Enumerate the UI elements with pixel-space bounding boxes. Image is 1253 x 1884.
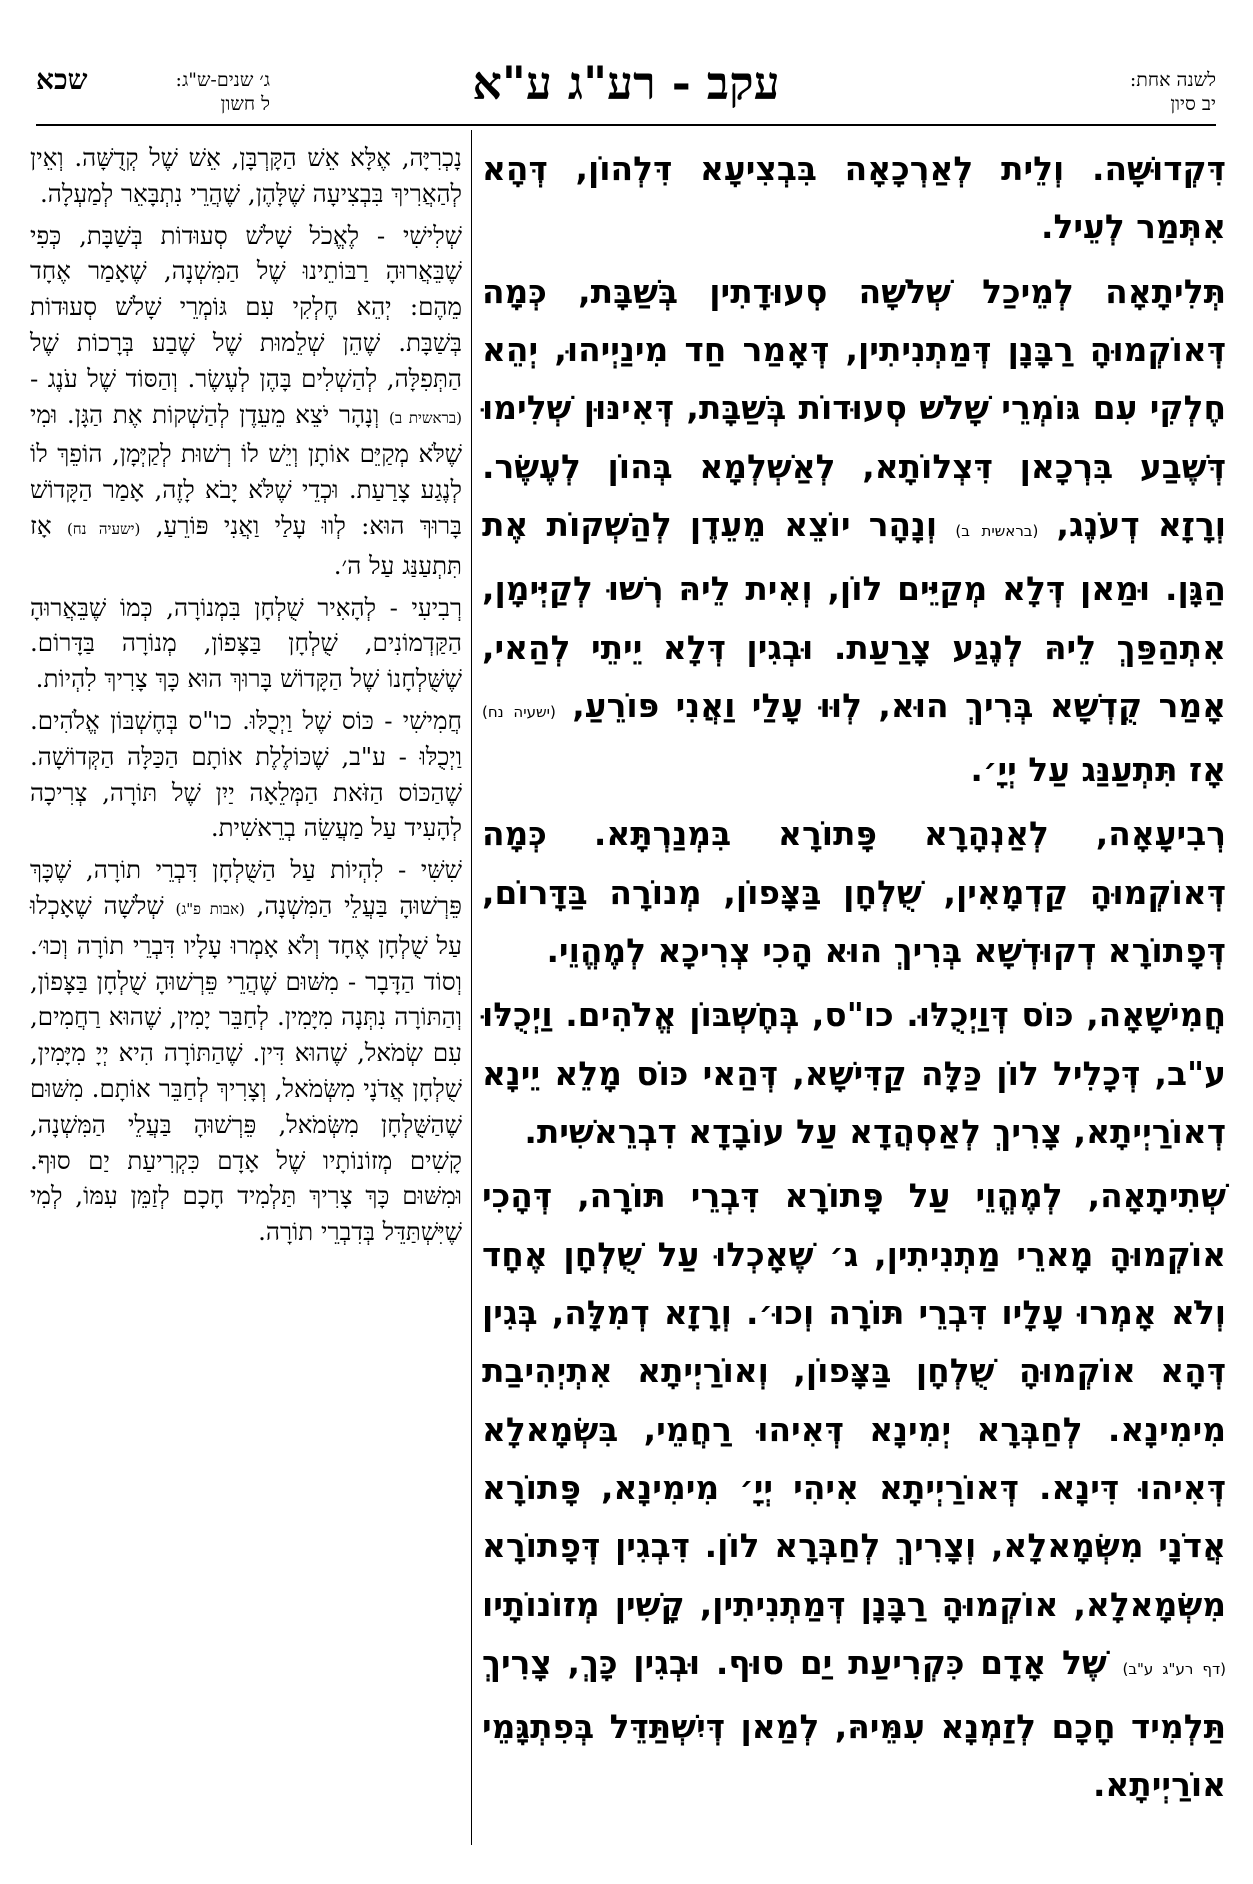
source-reference: (ישעיה נח) [482,702,556,721]
three-year-cycle-date: ל חשון [220,93,270,115]
paragraph-text: שְׁתִיתָאָה, לְמֶהֱוֵי עַל פָּתוֹרָא דִּבְרֵי תּוֹרָה, דְּהָכִי אוֹקְמוּהָ מָארֵי מַתְנִיתִין, ג׳ שֶׁאָכְלוּ עַל שֻׁלְחָן אֶחָד וְלֹא אָמְרוּ עָלָיו דִּבְרֵי תּוֹרָה וְכוּ׳. וְרָזָא דְמִלָּה, בְּגִין דְּהָא אוֹקְמוּהָ שֻׁלְחָן בַּצָּפוֹן, וְאוֹרַיְיתָא אִתְיְהִיבַת מִימִינָא. לְחַבְּרָא יְמִינָא דְּאִיהוּ רַחֲמֵי, בִּשְׂמָאלָא דְּאִיהוּ דִּינָא. דְּאוֹרַיְיתָא אִיהִי יְיָ׳ מִימִינָא, פָּתוֹרָא אֲדֹנָי מִשְּׂמָאלָא, וְצָרִיךְ לְחַבְּרָא לוֹן. דִּבְגִין דְּפָתוֹרָא מִשְּׂמָאלָא, אוֹקְמוּהָ רַבָּנָן דְּמַתְנִיתִין, קָשִׁין מְזוֹנוֹתָיו [482,1177,1226,1624]
column-divider [471,130,472,1845]
paragraph-text: שְׁלִישִׁי - לֶאֱכֹל שָׁלֹשׁ סְעוּדוֹת בְּשַׁבָּת, כְּפִי שֶׁבֵּאֲרוּהָ רַבּוֹתֵינוּ שֶׁל הַמִּשְׁנָה, שֶׁאָמַר אֶחָד מֵהֶם: יְהֵא חֶלְקִי עִם גּוֹמְרֵי שָׁלֹשׁ סְעוּדוֹת בְּשַׁבָּת. שֶׁהֵן שְׁלֵמוּת שֶׁל שֶׁבַע בְּרָכוֹת שֶׁל הַתְּפִלָּה, לְהַשְׁלִים בָּהֶן לְעֶשֶׂר. וְהַסּוֹד שֶׁל עֹנֶג - [30,220,462,393]
paragraph-text: חֲמִישִׁי - כּוֹס שֶׁל וַיְכֻלּוּ. כו"ס בְּחֶשְׁבּוֹן אֱלֹהִים. וַיְכֻלּוּ - ע"ב, שֶׁכּוֹלֶלֶת אוֹתָם הַכַּלָּה הַקְּדוֹשָׁה. שֶׁהַכּוֹס הַזֹּאת הַמְּלֵאָה יַיִן שֶׁל תּוֹרָה, צְרִיכָה לְהָעִיד עַל מַעֲשֵׂה בְרֵאשִׁית. [30,705,462,843]
source-reference: (אבות פ"ג) [175,899,245,918]
paragraph-text: אָז תִּתְעַנַּג עַל יְיָ׳. [970,751,1226,790]
header-rule [36,124,1216,126]
side-paragraph [30,852,462,1250]
source-reference: (בראשית ב) [955,521,1039,540]
paragraph-text: וְנָהָר יֹצֵא מֵעֵדֶן לְהַשְׁקוֹת אֶת הַגָּן. וּמִי שֶׁלֹּא מְקַיֵּם אוֹתָן וְיֵשׁ לוֹ רְשׁוּת לְקַיְּמָן, הוֹפֵךְ לוֹ לְנֶגַע צָרַעַת. וּכְדֵי שֶׁלֹּא יָבֹא לָזֶה, אָמַר הַקָּדוֹשׁ בָּרוּךְ הוּא: לְווּ עָלַי וַאֲנִי פּוֹרֵעַ, [30,399,462,540]
yearly-cycle-date: יב סיון [1170,93,1216,115]
main-paragraph [482,805,1226,980]
paragraph-text: נָכְרִיָּה, אֶלָּא אֵשׁ הַקָּרְבָּן, אֵשׁ שֶׁל קְדֻשָּׁה. וְאֵין לְהַאֲרִיךְ בִּבְצִיעָה שֶׁלָּהֶן, שֶׁהֲרֵי נִתְבָּאֵר לְמַעְלָה. [30,143,462,208]
page-number: שכא [36,63,88,96]
main-paragraph [482,986,1226,1161]
page-title: עקב - רע"ג ע"א [472,56,780,110]
paragraph-text: חֲמִישָׁאָה, כּוֹס דְּוַיְכֻלּוּ. כו"ס, בְּחֶשְׁבּוֹן אֱלֹהִים. וַיְכֻלּוּ ע"ב, דְּכָלִיל לוֹן כַּלָּה קַדִּישָׁא, דְּהַאי כּוֹס מָלֵא יֵינָא דְאוֹרַיְיתָא, צָרִיךְ לְאַסְהֲדָא עַל עוֹבָדָא דִבְרֵאשִׁית. [482,996,1226,1151]
translation-column [30,140,462,1256]
paragraph-text: רְבִיעָאָה, לְאַנְהָרָא פָּתוֹרָא בִּמְנַרְתָּא. כְּמָה דְּאוֹקְמוּהָ קַדְמָאִין, שֻׁלְחָן בַּצָּפוֹן, מְנוֹרָה בַּדָּרוֹם, דְּפָתוֹרָא דְקוּדְשָׁא בְּרִיךְ הוּא הָכִי צְרִיכָא לְמֶהֱוֵי. [482,815,1226,971]
side-paragraph [30,218,462,584]
yearly-cycle-label: לשנה אחת: [1129,69,1216,91]
paragraph-text: שְׁלֹשָׁה שֶׁאָכְלוּ עַל שֻׁלְחָן אֶחָד וְלֹא אָמְרוּ עָלָיו דִּבְרֵי תוֹרָה וְכוּ׳. וְסוֹד הַדָּבָר - מִשּׁוּם שֶׁהֲרֵי פֵּרְשׁוּהָ שֻׁלְחָן בַּצָּפוֹן, וְהַתּוֹרָה נִתְּנָה מִיָּמִין. לְחַבֵּר יָמִין, שֶׁהוּא רַחֲמִים, עִם שְׂמֹאל, שֶׁהוּא דִּין. שֶׁהַתּוֹרָה הִיא יְיָ מִיָּמִין, שֻׁלְחָן אֲדֹנָי מִשְּׂמֹאל, וְצָרִיךְ לְחַבֵּר אוֹתָם. מִשּׁוּם שֶׁהַשֻּׁלְחָן מִשְּׂמֹאל, פֵּרְשׁוּהָ בַּעֲלֵי הַמִּשְׁנָה, קָשִׁים מְזוֹנוֹתָיו שֶׁל אָדָם כִּקְרִיעַת יַם סוּף. וּמִשּׁוּם כָּךְ צָרִיךְ תַּלְמִיד חָכָם לְזַמֵּן עִמּוֹ, לְמִי שֶׁיִּשְׁתַּדֵּל בְּדִבְרֵי תוֹרָה. [30,890,462,1247]
paragraph-text: שֶׁל אָדָם כִּקְרִיעַת יַם סוּף. וּבְגִין כָּךְ, צָרִיךְ תַּלְמִיד חָכָם לְזַמְנָא עִמֵּיהּ, לְמַאן דְּיִשְׁתַּדֵּל בְּפִתְגָּמֵי אוֹרַיְיתָא. [482,1643,1226,1805]
main-text-column [482,140,1226,1821]
paragraph-text: אָז תִּתְעַנַּג עַל ה׳. [30,510,462,580]
page-header [36,34,1216,126]
side-paragraph [30,703,462,846]
source-reference: (ישעיה נח) [66,519,141,538]
source-reference: (דף רע"ג ע"ב) [1122,1659,1227,1678]
paragraph-text: רְבִיעִי - לְהָאִיר שֻׁלְחָן בִּמְנוֹרָה, כְּמוֹ שֶׁבֵּאֲרוּהָ הַקַּדְמוֹנִים, שֻׁלְחָן בַּצָּפוֹן, מְנוֹרָה בַּדָּרוֹם. שֶׁשֻּׁלְחָנוֹ שֶׁל הַקָּדוֹשׁ בָּרוּךְ הוּא כָּךְ צָרִיךְ לִהְיוֹת. [30,592,462,694]
paragraph-text: דִּקְדוּשָּׁה. וְלֵית לְאַרְכָאָה בִּבְצִיעָא דִּלְהוֹן, דְּהָא אִתְּמַר לְעֵיל. [482,150,1226,247]
paragraph-text: שִׁשִּׁי - לִהְיוֹת עַל הַשֻּׁלְחָן דִּבְרֵי תוֹרָה, שֶׁכָּךְ פֵּרְשׁוּהָ בַּעֲלֵי הַמִּשְׁנָה, [30,855,462,920]
paragraph-text: תְּלִיתָאָה לְמֵיכַל שְׁלֹשָׁה סְעוּדָתִין בְּשַׁבָּת, כְּמָה דְּאוֹקְמוּהָ רַבָּנָן דְּמַתְנִיתִין, דְּאָמַר חַד מִינַיְיהוּ, יְהֵא חֶלְקִי עִם גּוֹמְרֵי שָׁלֹשׁ סְעוּדוֹת בְּשַׁבָּת, דְּאִינּוּן שְׁלִימוּ דְּשֶׁבַע בִּרְכָאן דִּצְלוֹתָא, לְאַשְׁלְמָא בְּהוֹן לְעֶשֶׂר. וְרָזָא דְעֹנֶג, [482,272,1226,544]
main-paragraph [482,1167,1226,1814]
paragraph-text: וְנָהָר יוֹצֵא מֵעֵדֶן לְהַשְׁקוֹת אֶת הַגָּן. וּמַאן דְּלָא מְקַיֵּים לוֹן, וְאִית לֵיהּ רְשׁוּ לְקַיְּימָן, אִתְהַפַּךְ לֵיהּ לְנֶגַע צָרַעַת. וּבְגִין דְּלָא יֵיתֵי לְהַאי, אָמַר קֻדְשָׁא בְּרִיךְ הוּא, לְוּוּ עָלַי וַאֲנִי פּוֹרֵעַ, [482,505,1227,725]
three-year-cycle-label: ג׳ שנים-ש"ג: [175,69,270,91]
side-paragraph [30,140,462,212]
source-reference: (בראשית ב) [389,408,462,427]
main-paragraph [482,140,1226,257]
main-paragraph [482,263,1226,800]
side-paragraph [30,590,462,697]
